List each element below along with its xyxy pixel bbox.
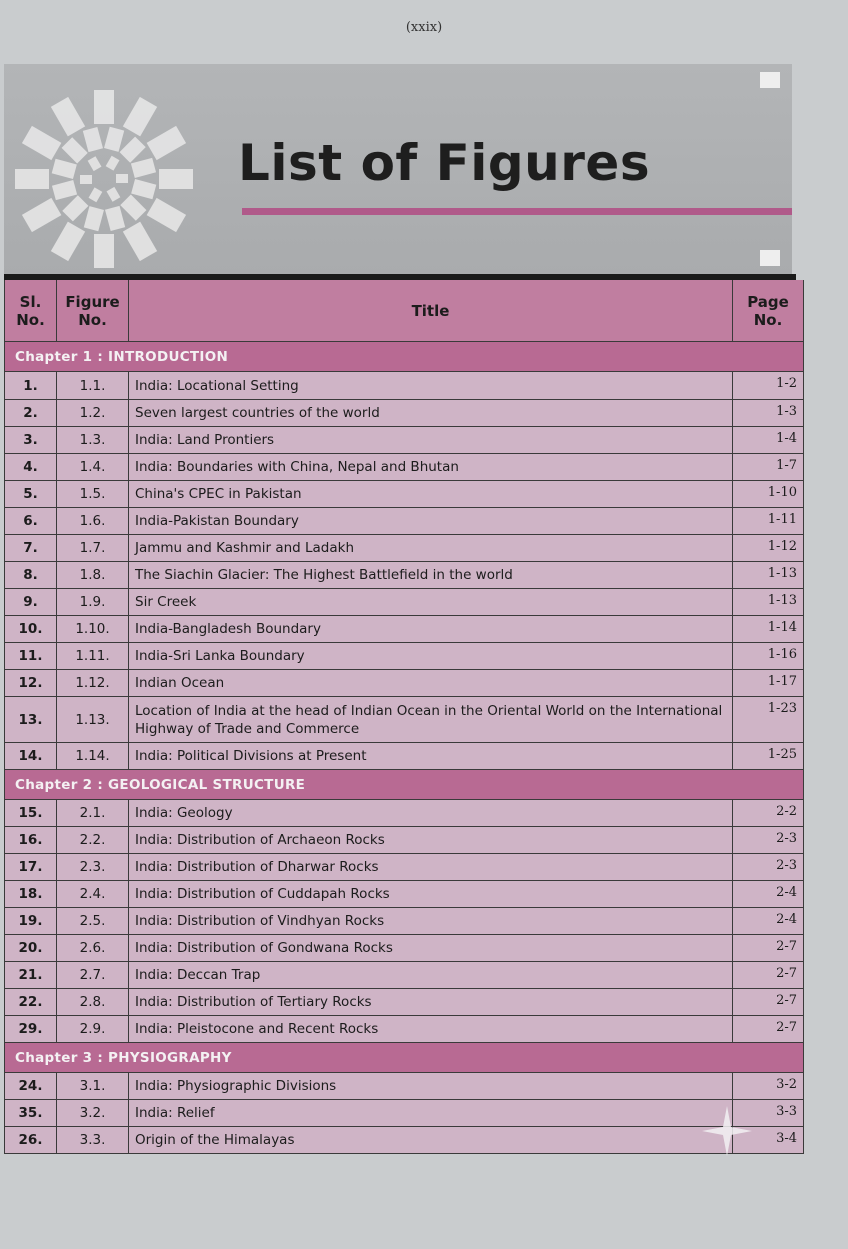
table-row <box>4 481 804 508</box>
sl-number: 1. <box>5 372 57 399</box>
figure-number: 1.5. <box>57 481 129 507</box>
page-number-cell: 2-4 <box>776 912 797 927</box>
table-row <box>4 854 804 881</box>
sparkle-icon <box>700 1104 754 1158</box>
table-row <box>4 962 804 989</box>
figure-title: India-Sri Lanka Boundary <box>129 643 733 669</box>
figure-title: India: Geology <box>129 800 733 826</box>
figure-number: 1.11. <box>57 643 129 669</box>
table-row <box>4 908 804 935</box>
sl-number: 29. <box>5 1016 57 1042</box>
figure-title: The Siachin Glacier: The Highest Battlefield in the world <box>129 562 733 588</box>
figure-title: India-Pakistan Boundary <box>129 508 733 534</box>
page-title: List of Figures <box>238 134 651 192</box>
figure-number: 1.4. <box>57 454 129 480</box>
page-number-cell: 2-7 <box>776 966 797 981</box>
page-number-cell: 2-2 <box>776 804 797 819</box>
figure-number: 3.1. <box>57 1073 129 1099</box>
figure-title: India: Deccan Trap <box>129 962 733 988</box>
page-number: (xxix) <box>405 20 443 35</box>
page-number-cell: 1-2 <box>776 376 797 391</box>
figure-number: 3.2. <box>57 1100 129 1126</box>
figure-number: 1.9. <box>57 589 129 615</box>
sl-number: 12. <box>5 670 57 696</box>
figure-title: Origin of the Himalayas <box>129 1127 733 1153</box>
figure-number: 1.7. <box>57 535 129 561</box>
table-row <box>4 508 804 535</box>
figure-title: Seven largest countries of the world <box>129 400 733 426</box>
header-sl-no: Sl. No. <box>5 280 57 341</box>
table-row <box>4 535 804 562</box>
sl-number: 20. <box>5 935 57 961</box>
page-number-cell: 2-7 <box>776 1020 797 1035</box>
page-number-cell: 2-7 <box>776 939 797 954</box>
sl-number: 10. <box>5 616 57 642</box>
page-number-cell: 1-4 <box>776 431 797 446</box>
figure-title: India: Boundaries with China, Nepal and Bhutan <box>129 454 733 480</box>
sl-number: 17. <box>5 854 57 880</box>
table-row <box>4 881 804 908</box>
page-number-cell: 1-25 <box>767 747 797 762</box>
figure-title: India: Distribution of Archaeon Rocks <box>129 827 733 853</box>
figure-number: 1.13. <box>57 697 129 742</box>
table-row <box>4 989 804 1016</box>
table-row <box>4 670 804 697</box>
table-row <box>4 1127 804 1154</box>
figure-number: 1.14. <box>57 743 129 769</box>
sl-number: 3. <box>5 427 57 453</box>
page-number-cell: 1-3 <box>776 404 797 419</box>
sl-number: 4. <box>5 454 57 480</box>
table-row <box>4 1100 804 1127</box>
figure-number: 2.4. <box>57 881 129 907</box>
table-row <box>4 1016 804 1043</box>
chapter-heading: Chapter 1 : INTRODUCTION <box>4 342 804 372</box>
figure-title: India: Distribution of Dharwar Rocks <box>129 854 733 880</box>
figure-title: India: Distribution of Vindhyan Rocks <box>129 908 733 934</box>
figure-number: 1.8. <box>57 562 129 588</box>
figure-title: India: Land Prontiers <box>129 427 733 453</box>
table-row <box>4 454 804 481</box>
figure-title: India: Distribution of Tertiary Rocks <box>129 989 733 1015</box>
table-row <box>4 562 804 589</box>
figure-number: 2.8. <box>57 989 129 1015</box>
table-header <box>4 280 804 342</box>
table-row <box>4 427 804 454</box>
corner-square-icon <box>760 250 780 266</box>
page-number-cell: 1-10 <box>767 485 797 500</box>
figure-title: Sir Creek <box>129 589 733 615</box>
sl-number: 11. <box>5 643 57 669</box>
figure-number: 1.10. <box>57 616 129 642</box>
sl-number: 24. <box>5 1073 57 1099</box>
sl-number: 35. <box>5 1100 57 1126</box>
table-row <box>4 616 804 643</box>
header-title: Title <box>129 280 733 341</box>
figure-title: India: Distribution of Cuddapah Rocks <box>129 881 733 907</box>
page-number-cell: 2-4 <box>776 885 797 900</box>
header-figure-no: Figure No. <box>57 280 129 341</box>
sl-number: 19. <box>5 908 57 934</box>
figure-title: India: Pleistocone and Recent Rocks <box>129 1016 733 1042</box>
figure-number: 1.3. <box>57 427 129 453</box>
sl-number: 5. <box>5 481 57 507</box>
page-number-cell: 1-13 <box>767 566 797 581</box>
sl-number: 8. <box>5 562 57 588</box>
page-number-cell: 2-3 <box>776 831 797 846</box>
sl-number: 15. <box>5 800 57 826</box>
figure-title: Location of India at the head of Indian Ocean in the Oriental World on the International Highway of Trade and Commerce <box>129 697 733 742</box>
table-row <box>4 643 804 670</box>
figure-number: 2.6. <box>57 935 129 961</box>
table-row <box>4 400 804 427</box>
figure-number: 2.3. <box>57 854 129 880</box>
page-number-cell: 1-17 <box>767 674 797 689</box>
figure-number: 1.6. <box>57 508 129 534</box>
figure-title: China's CPEC in Pakistan <box>129 481 733 507</box>
page-number-cell: 1-11 <box>767 512 797 527</box>
figure-number: 1.1. <box>57 372 129 399</box>
sl-number: 6. <box>5 508 57 534</box>
sl-number: 7. <box>5 535 57 561</box>
page-number-cell: 2-7 <box>776 993 797 1008</box>
sl-number: 21. <box>5 962 57 988</box>
sl-number: 18. <box>5 881 57 907</box>
figure-number: 2.9. <box>57 1016 129 1042</box>
table-row <box>4 743 804 770</box>
page-number-cell: 3-3 <box>776 1104 797 1119</box>
table-row <box>4 800 804 827</box>
page-number-cell: 1-7 <box>776 458 797 473</box>
sl-number: 14. <box>5 743 57 769</box>
sl-number: 13. <box>5 697 57 742</box>
sl-number: 22. <box>5 989 57 1015</box>
chapter-heading: Chapter 3 : PHYSIOGRAPHY <box>4 1043 804 1073</box>
sl-number: 2. <box>5 400 57 426</box>
table-row <box>4 372 804 400</box>
figure-number: 2.1. <box>57 800 129 826</box>
table-row <box>4 589 804 616</box>
figure-title: Indian Ocean <box>129 670 733 696</box>
page-number-cell: 3-4 <box>776 1131 797 1146</box>
figure-number: 1.12. <box>57 670 129 696</box>
figure-number: 1.2. <box>57 400 129 426</box>
decorative-pattern-icon <box>4 84 234 274</box>
table-row <box>4 827 804 854</box>
header-page-no: Page No. <box>747 292 789 329</box>
figure-title: India-Bangladesh Boundary <box>129 616 733 642</box>
table-body <box>4 342 804 1154</box>
figure-title: India: Political Divisions at Present <box>129 743 733 769</box>
sl-number: 26. <box>5 1127 57 1153</box>
figure-title: India: Locational Setting <box>129 372 733 399</box>
figure-number: 2.7. <box>57 962 129 988</box>
page-number-cell: 3-2 <box>776 1077 797 1092</box>
figure-title: India: Distribution of Gondwana Rocks <box>129 935 733 961</box>
title-underline <box>242 208 792 215</box>
figure-title: Jammu and Kashmir and Ladakh <box>129 535 733 561</box>
page-number-cell: 1-14 <box>767 620 797 635</box>
chapter-heading: Chapter 2 : GEOLOGICAL STRUCTURE <box>4 770 804 800</box>
corner-square-icon <box>760 72 780 88</box>
table-row <box>4 935 804 962</box>
figure-number: 3.3. <box>57 1127 129 1153</box>
page-number-cell: 1-16 <box>767 647 797 662</box>
page-number-cell: 1-23 <box>767 701 797 716</box>
page-number-cell: 2-3 <box>776 858 797 873</box>
sl-number: 9. <box>5 589 57 615</box>
sl-number: 16. <box>5 827 57 853</box>
table-row <box>4 697 804 743</box>
figure-number: 2.5. <box>57 908 129 934</box>
page-number-cell: 1-13 <box>767 593 797 608</box>
title-banner <box>4 64 792 276</box>
table-row <box>4 1073 804 1100</box>
page-number-cell: 1-12 <box>767 539 797 554</box>
figure-number: 2.2. <box>57 827 129 853</box>
figure-title: India: Physiographic Divisions <box>129 1073 733 1099</box>
figures-table <box>4 280 804 1154</box>
figure-title: India: Relief <box>129 1100 733 1126</box>
